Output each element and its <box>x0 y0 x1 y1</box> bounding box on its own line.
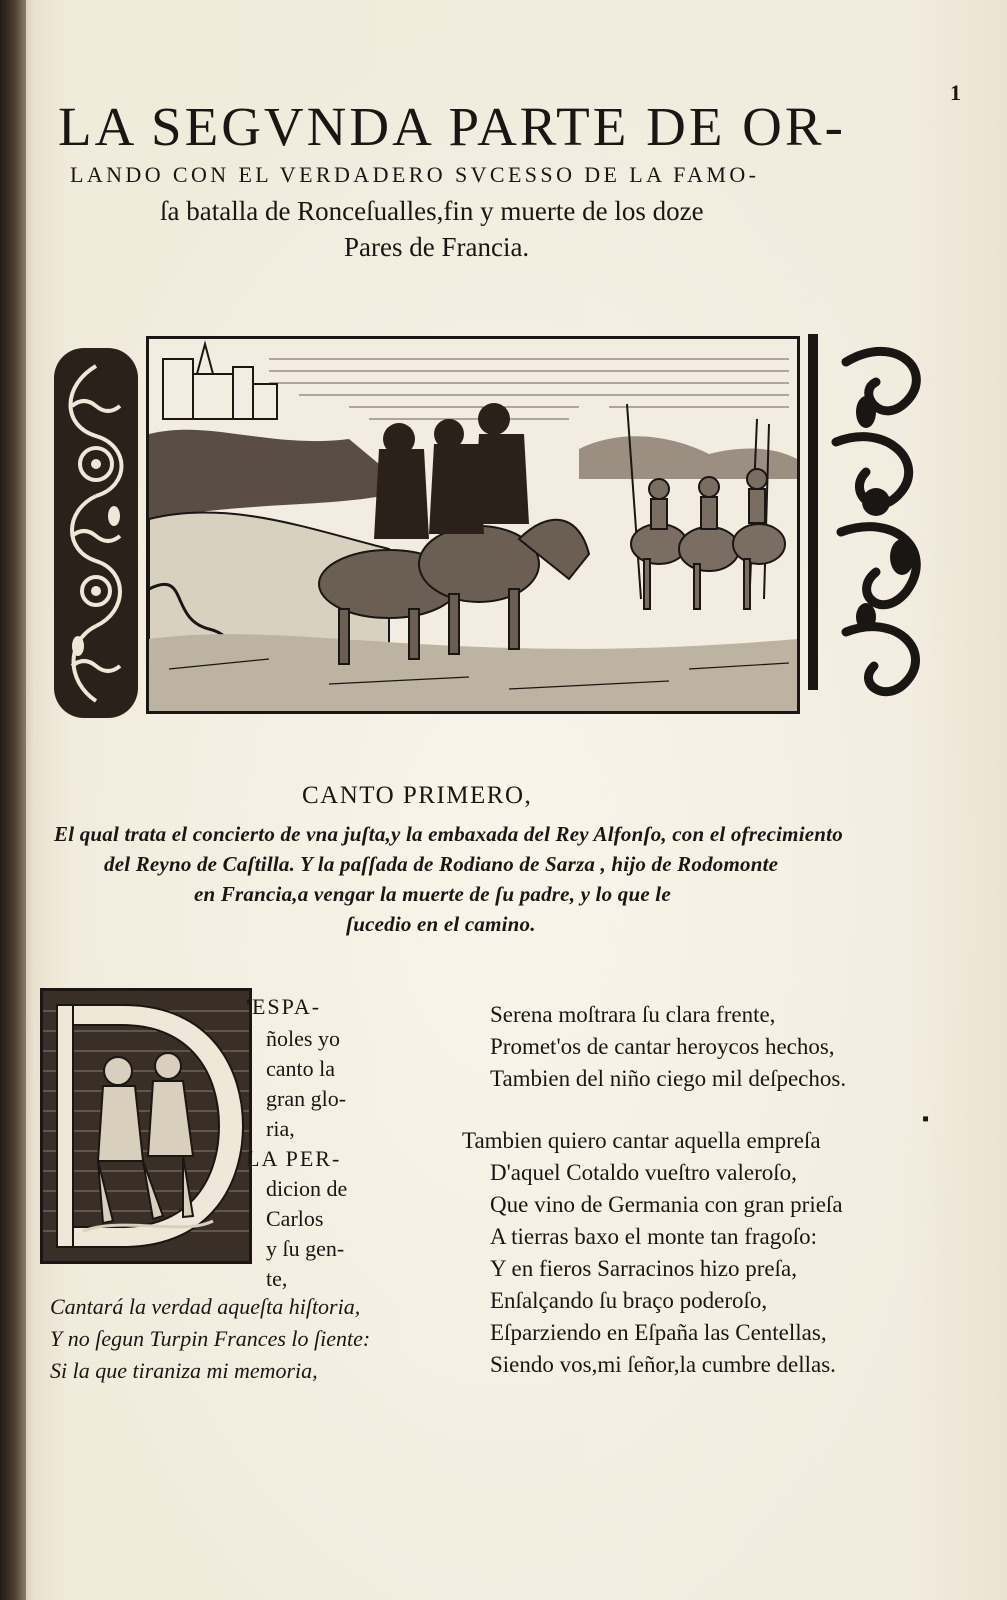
stanza-1-line: Serena moſtrara ſu clara frente, <box>490 1002 776 1027</box>
printer-mark: ▪ <box>922 1108 930 1130</box>
stanza-1-line: Si la que tiraniza mi memoria, <box>50 1358 318 1383</box>
title-line-1: LA SEGVNDA PARTE DE OR- <box>58 96 846 157</box>
stanza-2-line: Que vino de Germania con gran prieſa <box>490 1192 843 1217</box>
canto-heading: CANTO PRIMERO, <box>302 782 533 809</box>
book-spine <box>0 0 26 1600</box>
stanza-1-line: Cantará la verdad aqueſta hiſtoria, <box>50 1294 361 1319</box>
stanza-2-line: Siendo vos,mi ſeñor,la cumbre dellas. <box>490 1352 836 1377</box>
ornamental-border-right-icon <box>806 332 940 716</box>
title-line-4: Pares de Francia. <box>344 232 530 262</box>
stanza-1-line: y ſu gen- <box>266 1236 345 1261</box>
canto-summary-line: del Reyno de Caſtilla. Y la paſſada de Rodiano de Sarza , hijo de Rodomonte <box>104 852 779 876</box>
stanza-2-line: Eſparziendo en Eſpaña las Centellas, <box>490 1320 827 1345</box>
page-number: 1 <box>950 80 961 105</box>
stanza-1-line: Carlos <box>266 1206 324 1231</box>
stanza-1-line: 'ESPA- <box>246 994 322 1019</box>
stanza-2-line: Tambien quiero cantar aquella empreſa <box>462 1128 821 1153</box>
stanza-2-line: Y en fieros Sarracinos hizo preſa, <box>490 1256 797 1281</box>
woodcut-illustration-icon <box>146 336 800 714</box>
stanza-1-line: canto la <box>266 1056 336 1081</box>
stanza-1-line: te, <box>266 1266 288 1291</box>
stanza-2-line: A tierras baxo el monte tan fragoſo: <box>490 1224 818 1249</box>
title-line-2: LANDO CON EL VERDADERO SVCESSO DE LA FAMO- <box>70 162 760 187</box>
stanza-1-line: Promet'os de cantar heroycos hechos, <box>490 1034 835 1059</box>
stanza-1-line: LA PER- <box>246 1146 342 1171</box>
stanza-1-line: ñoles yo <box>266 1026 340 1051</box>
stanza-1-line: Tambien del niño ciego mil deſpechos. <box>490 1066 847 1091</box>
title-line-3: ſa batalla de Ronceſualles,fin y muerte de los doze <box>160 196 704 226</box>
stanza-1-line: ria, <box>266 1116 295 1141</box>
ornamental-border-left-icon <box>52 346 140 720</box>
stanza-2-line: Enſalçando ſu braço poderoſo, <box>490 1288 768 1313</box>
stanza-2-line: D'aquel Cotaldo vueſtro valeroſo, <box>490 1160 797 1185</box>
decorated-initial-d-icon <box>40 988 252 1264</box>
stanza-1-line: Y no ſegun Turpin Frances lo ſiente: <box>50 1326 371 1351</box>
stanza-1-line: gran glo- <box>266 1086 347 1111</box>
canto-summary-line: ſucedio en el camino. <box>346 912 536 936</box>
canto-summary-line: en Francia,a vengar la muerte de ſu padre, y lo que le <box>194 882 671 906</box>
stanza-1-line: dicion de <box>266 1176 348 1201</box>
canto-summary-line: El qual trata el concierto de vna juſta,y la embaxada del Rey Alfonſo, con el ofrecimiento <box>54 822 843 846</box>
